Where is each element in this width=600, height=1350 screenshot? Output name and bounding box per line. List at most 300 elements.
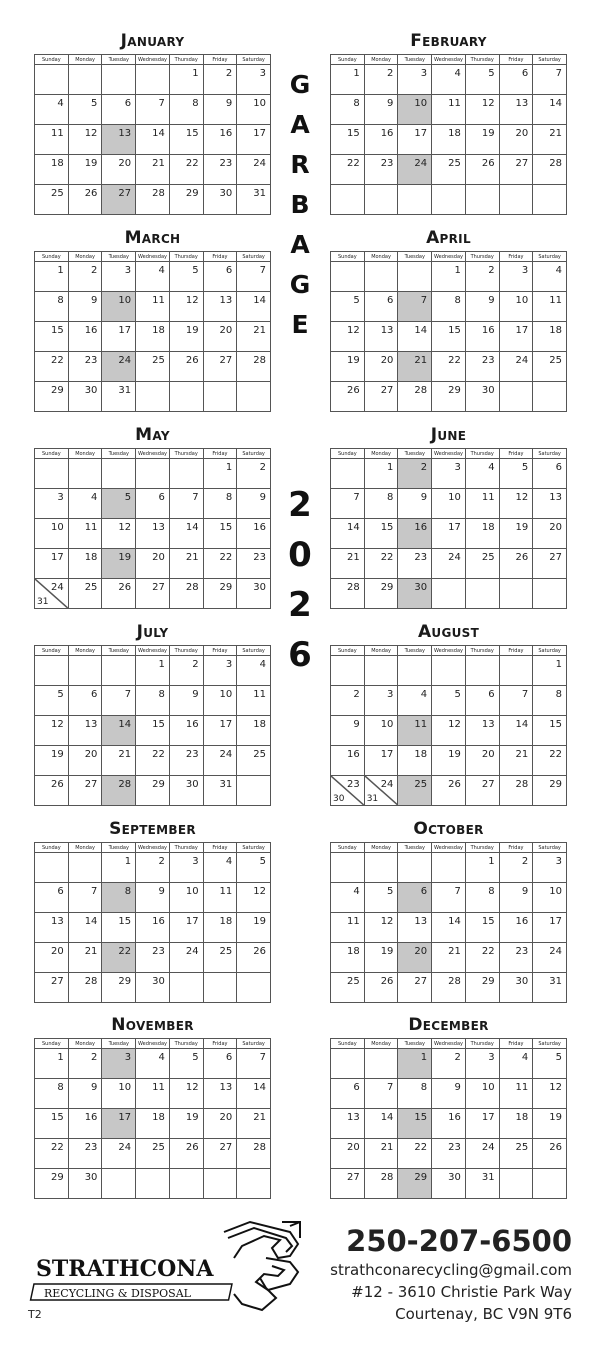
day-cell: [136, 1169, 170, 1199]
day-cell: [398, 853, 432, 883]
day-cell: 31: [102, 382, 136, 412]
day-cell: 21: [398, 352, 432, 382]
day-cell: 1: [102, 853, 136, 883]
month-days-grid: [34, 645, 271, 806]
day-cell: 4: [35, 95, 69, 125]
day-cell: 15: [331, 125, 365, 155]
day-cell: 14: [432, 913, 466, 943]
day-cell: 25: [432, 155, 466, 185]
day-cell: 13: [69, 716, 103, 746]
day-cell: [500, 185, 534, 215]
day-cell: 30: [466, 382, 500, 412]
day-cell: 11: [204, 883, 238, 913]
day-cell: [533, 382, 567, 412]
month-june: [330, 422, 567, 609]
day-cell: 19: [533, 1109, 567, 1139]
day-cell: 15: [432, 322, 466, 352]
day-cell: 31: [533, 973, 567, 1003]
day-cell: 5: [432, 686, 466, 716]
day-cell: 16: [237, 519, 271, 549]
day-cell: 16: [398, 519, 432, 549]
day-header: Monday: [365, 843, 399, 853]
day-header: Thursday: [170, 646, 204, 656]
day-header: Sunday: [331, 843, 365, 853]
day-cell: 31: [466, 1169, 500, 1199]
day-cell: [398, 185, 432, 215]
month-title: December: [408, 1015, 489, 1035]
day-header: Monday: [69, 449, 103, 459]
day-header: Saturday: [237, 55, 271, 65]
day-header: Thursday: [170, 449, 204, 459]
day-cell: 12: [466, 95, 500, 125]
day-cell: 25: [533, 352, 567, 382]
day-cell: 8: [35, 292, 69, 322]
day-cell: 19: [331, 352, 365, 382]
day-cell: 7: [500, 686, 534, 716]
day-header: Wednesday: [136, 55, 170, 65]
day-header: Friday: [500, 449, 534, 459]
day-cell: [69, 853, 103, 883]
day-cell: 20: [533, 519, 567, 549]
day-header: Sunday: [35, 1039, 69, 1049]
day-cell: 28: [136, 185, 170, 215]
day-cell: 28: [500, 776, 534, 806]
day-header: Sunday: [35, 55, 69, 65]
day-cell: 25: [398, 776, 432, 806]
day-cell: [69, 65, 103, 95]
day-cell: 19: [432, 746, 466, 776]
day-cell: 14: [365, 1109, 399, 1139]
day-cell: 1: [170, 65, 204, 95]
day-cell: 13: [500, 95, 534, 125]
month-days-grid: [330, 842, 567, 1003]
day-cell: 5: [533, 1049, 567, 1079]
day-cell: 3: [102, 262, 136, 292]
day-header: Thursday: [466, 252, 500, 262]
day-cell: 26: [69, 185, 103, 215]
day-cell: 6: [533, 459, 567, 489]
day-header: Wednesday: [136, 646, 170, 656]
title-letter: G: [289, 270, 311, 299]
day-header: Friday: [500, 55, 534, 65]
day-cell: 22: [35, 1139, 69, 1169]
day-header: Monday: [365, 449, 399, 459]
day-cell: 17: [102, 1109, 136, 1139]
day-cell: [35, 656, 69, 686]
day-cell: 6: [365, 292, 399, 322]
day-cell: 5: [331, 292, 365, 322]
day-cell: 14: [331, 519, 365, 549]
day-cell: 13: [102, 125, 136, 155]
month-days-grid: [330, 1038, 567, 1199]
day-cell: 8: [35, 1079, 69, 1109]
day-cell: 7: [365, 1079, 399, 1109]
day-header: Saturday: [533, 843, 567, 853]
day-cell: 13: [35, 913, 69, 943]
month-title: May: [135, 425, 170, 445]
day-cell: 6: [204, 262, 238, 292]
day-header: Sunday: [35, 843, 69, 853]
day-cell: 10: [365, 716, 399, 746]
day-cell: 17: [432, 519, 466, 549]
day-header: Friday: [500, 646, 534, 656]
day-cell: 9: [69, 1079, 103, 1109]
day-cell: 7: [102, 686, 136, 716]
day-cell: 24: [102, 352, 136, 382]
day-cell: 15: [35, 322, 69, 352]
day-cell: 9: [204, 95, 238, 125]
day-cell: 30: [69, 1169, 103, 1199]
day-cell: 21: [69, 943, 103, 973]
day-cell: 26: [170, 352, 204, 382]
day-cell: [466, 579, 500, 609]
day-cell: 5: [365, 883, 399, 913]
day-cell: 2: [331, 686, 365, 716]
day-cell: 25: [136, 1139, 170, 1169]
day-header: Friday: [204, 1039, 238, 1049]
day-cell: 2: [365, 65, 399, 95]
day-cell: 7: [237, 262, 271, 292]
strathcona-logo: [28, 1218, 308, 1318]
month-december: [330, 1012, 567, 1199]
day-cell: 29: [365, 579, 399, 609]
day-cell: 31: [204, 776, 238, 806]
day-header: Sunday: [35, 252, 69, 262]
month-days-grid: [34, 1038, 271, 1199]
day-cell: 22: [365, 549, 399, 579]
day-cell: 6: [204, 1049, 238, 1079]
day-cell: [237, 973, 271, 1003]
day-cell: 30: [500, 973, 534, 1003]
day-header: Thursday: [466, 843, 500, 853]
day-cell: 20: [35, 943, 69, 973]
day-cell: 15: [102, 913, 136, 943]
day-cell: 16: [204, 125, 238, 155]
day-cell: [170, 382, 204, 412]
day-header: Tuesday: [102, 252, 136, 262]
day-cell: 17: [466, 1109, 500, 1139]
month-days-grid: [330, 54, 567, 215]
day-cell: 8: [170, 95, 204, 125]
day-cell: [170, 1169, 204, 1199]
day-cell: 8: [398, 1079, 432, 1109]
day-cell: 3: [432, 459, 466, 489]
day-cell: 16: [500, 913, 534, 943]
day-cell: 21: [432, 943, 466, 973]
day-cell: 7: [136, 95, 170, 125]
day-cell: 11: [398, 716, 432, 746]
day-cell: 25: [237, 746, 271, 776]
day-cell: 3: [102, 1049, 136, 1079]
day-cell: 2: [432, 1049, 466, 1079]
day-cell: 15: [533, 716, 567, 746]
day-cell: 24: [398, 155, 432, 185]
day-cell: 17: [365, 746, 399, 776]
day-cell: 20: [204, 322, 238, 352]
day-cell: [500, 579, 534, 609]
day-header: Monday: [69, 1039, 103, 1049]
day-cell: 9: [466, 292, 500, 322]
day-cell: 9: [365, 95, 399, 125]
month-title: February: [410, 31, 487, 51]
day-cell: 1: [398, 1049, 432, 1079]
day-cell: 11: [69, 519, 103, 549]
day-cell: 17: [500, 322, 534, 352]
day-cell: [533, 185, 567, 215]
day-header: Thursday: [466, 449, 500, 459]
day-cell: 12: [170, 292, 204, 322]
email-address: strathconarecycling@gmail.com: [330, 1261, 572, 1279]
day-cell: 2: [237, 459, 271, 489]
day-cell: 26: [102, 579, 136, 609]
day-cell: 4: [237, 656, 271, 686]
day-cell: 1: [432, 262, 466, 292]
day-cell: [102, 1169, 136, 1199]
day-cell: 4: [466, 459, 500, 489]
month-title: November: [111, 1015, 194, 1035]
day-cell: 14: [533, 95, 567, 125]
day-cell: 28: [331, 579, 365, 609]
day-cell: 13: [398, 913, 432, 943]
day-cell: 30: [398, 579, 432, 609]
day-cell: 5: [69, 95, 103, 125]
day-cell: 23: [398, 549, 432, 579]
day-cell: 7: [237, 1049, 271, 1079]
month-days-grid: [330, 251, 567, 412]
day-header: Thursday: [170, 1039, 204, 1049]
day-cell: [500, 656, 534, 686]
day-cell: 16: [69, 1109, 103, 1139]
day-header: Wednesday: [432, 55, 466, 65]
day-cell: 27: [466, 776, 500, 806]
day-cell: 11: [136, 292, 170, 322]
day-cell: 30: [136, 973, 170, 1003]
title-letter: A: [290, 110, 310, 139]
day-cell: [466, 656, 500, 686]
day-cell: 7: [69, 883, 103, 913]
day-cell: [466, 185, 500, 215]
day-cell: 22: [331, 155, 365, 185]
day-cell: 2: [398, 459, 432, 489]
day-cell: [69, 459, 103, 489]
day-header: Monday: [69, 646, 103, 656]
day-cell: 31: [237, 185, 271, 215]
day-cell: 27: [204, 1139, 238, 1169]
day-cell: 4: [136, 1049, 170, 1079]
day-cell: 26: [237, 943, 271, 973]
day-cell: 27: [500, 155, 534, 185]
day-cell: 20: [500, 125, 534, 155]
day-cell: [204, 973, 238, 1003]
day-cell: 22: [398, 1139, 432, 1169]
day-cell: 27: [398, 973, 432, 1003]
day-cell: 23: [237, 549, 271, 579]
day-cell: 29: [466, 973, 500, 1003]
day-header: Friday: [500, 1039, 534, 1049]
day-cell: [136, 382, 170, 412]
day-cell: 4: [69, 489, 103, 519]
day-header: Wednesday: [432, 449, 466, 459]
day-cell: [102, 65, 136, 95]
day-cell: [365, 185, 399, 215]
day-cell: 24: [533, 943, 567, 973]
day-cell: 23: [432, 1139, 466, 1169]
day-cell: 26: [35, 776, 69, 806]
day-cell: [533, 1169, 567, 1199]
day-cell: 10: [500, 292, 534, 322]
day-cell: [432, 853, 466, 883]
day-header: Tuesday: [102, 1039, 136, 1049]
day-cell: [365, 1049, 399, 1079]
day-header: Tuesday: [398, 55, 432, 65]
day-header: Friday: [204, 843, 238, 853]
day-cell: 8: [102, 883, 136, 913]
day-cell: 20: [69, 746, 103, 776]
day-cell: 16: [170, 716, 204, 746]
day-cell: 21: [500, 746, 534, 776]
route-code: T2: [28, 1308, 42, 1321]
street-address: #12 - 3610 Christie Park Way: [351, 1283, 572, 1301]
day-cell: 14: [237, 1079, 271, 1109]
day-cell: 16: [136, 913, 170, 943]
day-header: Friday: [204, 55, 238, 65]
day-cell: 6: [136, 489, 170, 519]
day-cell: 7: [432, 883, 466, 913]
day-cell: 18: [533, 322, 567, 352]
day-cell: 10: [432, 489, 466, 519]
day-number: 31: [37, 597, 49, 607]
day-cell: 7: [170, 489, 204, 519]
day-header: Saturday: [237, 646, 271, 656]
day-cell: 10: [204, 686, 238, 716]
day-cell: 3: [35, 489, 69, 519]
day-cell: 24: [500, 352, 534, 382]
day-cell: 19: [170, 322, 204, 352]
year-digit: 6: [288, 635, 312, 675]
day-cell: 29: [35, 1169, 69, 1199]
day-cell: 19: [500, 519, 534, 549]
day-cell: 15: [204, 519, 238, 549]
day-cell: 18: [398, 746, 432, 776]
month-august: [330, 619, 567, 806]
day-cell: 28: [432, 973, 466, 1003]
day-header: Wednesday: [432, 1039, 466, 1049]
day-cell: 11: [533, 292, 567, 322]
month-april: [330, 225, 567, 412]
day-cell: [331, 656, 365, 686]
day-cell: 28: [170, 579, 204, 609]
day-cell: 24: [237, 155, 271, 185]
day-cell: 26: [432, 776, 466, 806]
day-cell: 13: [365, 322, 399, 352]
day-cell: 20: [204, 1109, 238, 1139]
day-cell: 23: [466, 352, 500, 382]
day-cell: 22: [102, 943, 136, 973]
day-cell: 16: [365, 125, 399, 155]
day-cell: 14: [102, 716, 136, 746]
month-days-grid: [330, 448, 567, 609]
day-cell: 11: [237, 686, 271, 716]
day-cell: 2: [466, 262, 500, 292]
day-cell: 3: [500, 262, 534, 292]
day-cell: 6: [466, 686, 500, 716]
day-cell: 19: [69, 155, 103, 185]
day-cell: 29: [432, 382, 466, 412]
day-cell: 30: [237, 579, 271, 609]
day-cell: [432, 579, 466, 609]
day-cell: 17: [35, 549, 69, 579]
day-cell: 12: [331, 322, 365, 352]
day-cell: 10: [102, 292, 136, 322]
day-cell: 14: [69, 913, 103, 943]
day-cell: 18: [237, 716, 271, 746]
day-cell: 17: [533, 913, 567, 943]
day-cell: 26: [365, 973, 399, 1003]
day-cell: 9: [432, 1079, 466, 1109]
day-cell: 17: [204, 716, 238, 746]
day-cell: 17: [398, 125, 432, 155]
day-cell: [331, 459, 365, 489]
day-cell: 16: [432, 1109, 466, 1139]
day-cell: 12: [365, 913, 399, 943]
day-cell: [500, 1169, 534, 1199]
day-header: Friday: [204, 646, 238, 656]
day-cell: 6: [69, 686, 103, 716]
day-header: Sunday: [331, 252, 365, 262]
day-cell: [365, 656, 399, 686]
day-cell: 20: [331, 1139, 365, 1169]
day-cell: 21: [533, 125, 567, 155]
day-cell: 6: [398, 883, 432, 913]
day-cell: 27: [533, 549, 567, 579]
phone-number: 250-207-6500: [346, 1224, 572, 1258]
day-header: Thursday: [466, 646, 500, 656]
day-cell: 5: [466, 65, 500, 95]
day-cell: 14: [237, 292, 271, 322]
day-cell: 15: [398, 1109, 432, 1139]
day-cell: 18: [432, 125, 466, 155]
day-cell: 3: [533, 853, 567, 883]
day-cell: 25: [35, 185, 69, 215]
day-cell: 15: [170, 125, 204, 155]
day-cell: 9: [170, 686, 204, 716]
day-header: Thursday: [466, 1039, 500, 1049]
day-cell: 23: [365, 155, 399, 185]
day-cell: 11: [136, 1079, 170, 1109]
day-cell: 19: [466, 125, 500, 155]
day-cell: 4: [136, 262, 170, 292]
day-cell: 11: [432, 95, 466, 125]
day-cell: 23: [500, 943, 534, 973]
day-cell: 3: [204, 656, 238, 686]
day-cell: 22: [35, 352, 69, 382]
year-digit: 2: [288, 485, 312, 525]
day-cell: 12: [533, 1079, 567, 1109]
day-cell: 26: [331, 382, 365, 412]
month-title: March: [124, 228, 181, 248]
day-header: Friday: [500, 252, 534, 262]
day-cell: [170, 459, 204, 489]
day-header: Saturday: [533, 646, 567, 656]
day-cell: 22: [432, 352, 466, 382]
day-cell: 19: [35, 746, 69, 776]
day-cell: 28: [365, 1169, 399, 1199]
month-days-grid: [34, 448, 271, 609]
day-cell: 13: [204, 1079, 238, 1109]
day-cell: 29: [204, 579, 238, 609]
day-cell: 3: [170, 853, 204, 883]
day-cell: 8: [533, 686, 567, 716]
